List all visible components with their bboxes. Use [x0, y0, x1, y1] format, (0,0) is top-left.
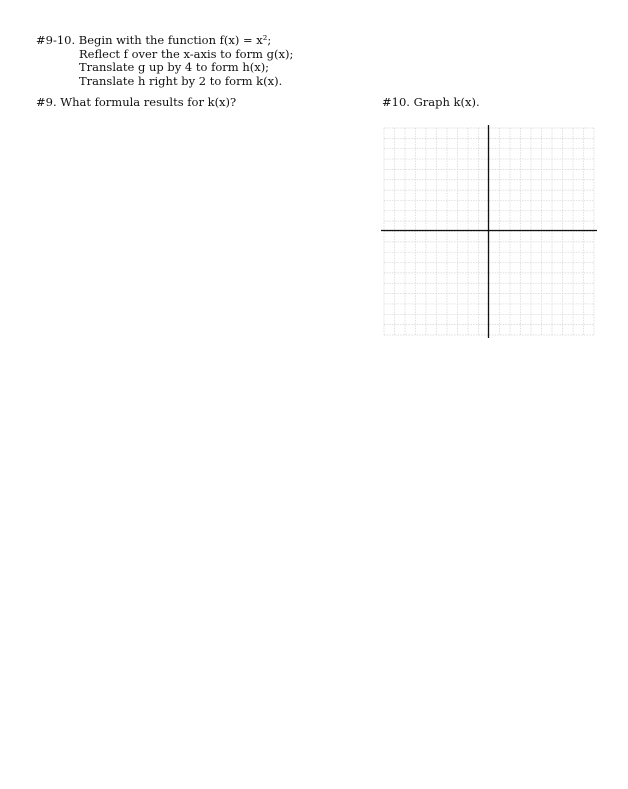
- question-9: #9. What formula results for k(x)?: [36, 95, 237, 109]
- coordinate-grid-container: [381, 125, 597, 338]
- instruction-line-2: Reflect f over the x-axis to form g(x);: [79, 46, 294, 61]
- coordinate-grid: [381, 125, 597, 338]
- question-10: #10. Graph k(x).: [382, 95, 480, 109]
- instruction-line-4: Translate h right by 2 to form k(x).: [79, 73, 283, 88]
- instruction-text-1: Begin with the function f(x) = x²;: [78, 33, 272, 47]
- problem-number-label: #9-10.: [36, 33, 76, 47]
- instruction-line-1: [36, 34, 293, 48]
- problem-instructions: [36, 34, 293, 88]
- instruction-line-3: Translate g up by 4 to form h(x);: [79, 60, 270, 74]
